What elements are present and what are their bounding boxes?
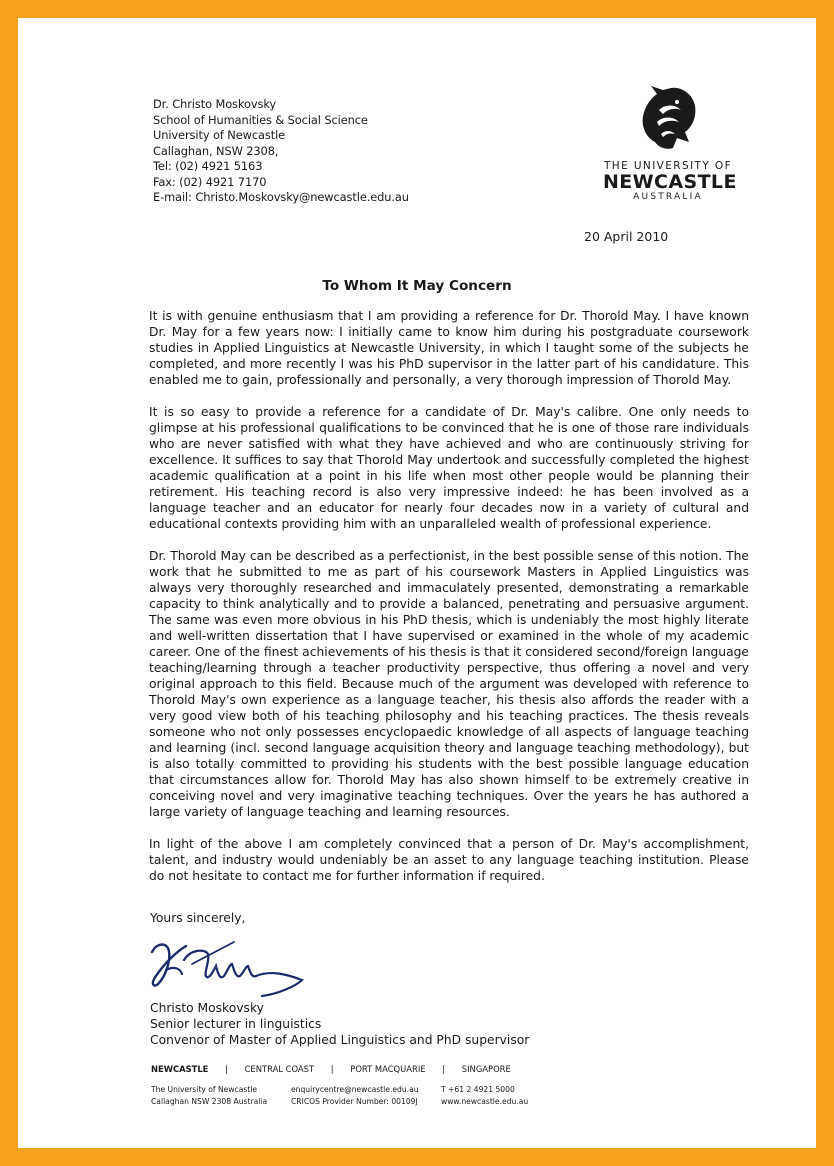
logo-line-australia: AUSTRALIA (633, 192, 703, 202)
footer-email: enquirycentre@newcastle.edu.au (291, 1085, 419, 1094)
footer-address-line-1: The University of Newcastle (151, 1085, 258, 1094)
footer-campus-newcastle: NEWCASTLE (151, 1064, 209, 1074)
closing-salutation: Yours sincerely, (150, 911, 246, 925)
university-logo (603, 84, 737, 202)
signer-name: Christo Moskovsky (150, 1001, 264, 1015)
footer-phone-column (441, 1084, 528, 1108)
footer-address-line-2: Callaghan NSW 2308 Australia (151, 1097, 268, 1106)
body-paragraph-3: Dr. Thorold May can be described as a perfectionist, in the best possible sense of this notion. The work that he submitted to me as part of his coursework Masters in Applied Linguistics was always very thoroughly researched and immaculately presented, demonstrating a remarkable capacity to think analytically and to provide a balanced, penetrating and persuasive argument. The same was even more obvious in his PhD thesis, which is undeniably the most highly literate and well-written dissertation that I have supervised or examined in the whole of my academic career. One of the finest achievements of his thesis is that it considered second/foreign language teaching/learning through a teacher productivity perspective, thus offering a novel and very original approach to this field. Because much of the argument was developed with reference to Thorold May's own experience as a language teacher, his thesis also affords the reader with a very good view both of his teaching philosophy and his teaching practices. The thesis reveals someone who not only possesses encyclopaedic knowledge of all aspects of language teaching and learning (incl. second language acquisition theory and language teaching methodology), but is also totally committed to providing his students with the best possible language education that circumstances allow for. Thorold May has also shown himself to be extremely creative in conceiving novel and very imaginative teaching techniques. Over the years he has authored a large variety of language teaching and learning resources. (149, 549, 749, 819)
body-paragraph-2: It is so easy to provide a reference for a candidate of Dr. May's calibre. One only needs to glimpse at his professional qualifications to be convinced that he is one of those rare individuals who are never satisfied with what they have achieved and who are continuously striving for excellence. It suffices to say that Thorold May undertook and successfully completed the highest academic qualification at a point in his life when most other people would be planning their retirement. His teaching record is also very impressive indeed: he has been involved as a language teacher and an educator for nearly four decades now in a variety of cultural and educational contexts providing him with an unparalleled wealth of professional experience. (149, 405, 749, 531)
sender-name: Dr. Christo Moskovsky (153, 97, 277, 111)
handwritten-signature (146, 930, 326, 1000)
sender-address-block (153, 97, 409, 206)
footer-website: www.newcastle.edu.au (441, 1097, 529, 1106)
footer-cricos: CRICOS Provider Number: 00109J (291, 1097, 418, 1106)
sender-email: E-mail: Christo.Moskovsky@newcastle.edu.au (153, 190, 409, 204)
sender-fax: Fax: (02) 4921 7170 (153, 174, 267, 189)
sender-university: University of Newcastle (153, 128, 286, 142)
body-paragraph-4: In light of the above I am completely convinced that a person of Dr. May's accomplishment, talent, and industry would undeniably be an asset to any language teaching institution. Please do not hesitate to contact me for further information if required. (149, 837, 749, 883)
letter-page (18, 18, 816, 1148)
body-paragraph-1: It is with genuine enthusiasm that I am providing a reference for Dr. Thorold May. I have known Dr. May for a few years now: I initially came to know him during his postgraduate coursework studies in Applied Linguistics at Newcastle University, in which I taught some of the subjects he completed, and more recently I was his PhD supervisor in the latter part of his candidature. This enabled me to gain, professionally and personally, a very thorough impression of Thorold May. (149, 309, 749, 387)
logo-line-newcastle: NEWCASTLE (603, 171, 737, 193)
signer-block (150, 1000, 529, 1048)
signer-title: Senior lecturer in linguistics (150, 1017, 322, 1031)
footer-campuses (151, 1064, 511, 1074)
letter-body (149, 308, 749, 900)
footer-phone: T +61 2 4921 5000 (441, 1085, 515, 1094)
footer-campus-port-macquarie: PORT MACQUARIE (350, 1064, 426, 1074)
sender-address: Callaghan, NSW 2308, (153, 143, 279, 158)
footer-separator: | (225, 1064, 228, 1074)
letter-heading: To Whom It May Concern (322, 278, 512, 294)
logo-line-the-university-of: THE UNIVERSITY OF (603, 160, 733, 172)
sender-school: School of Humanities & Social Science (153, 112, 368, 127)
footer-separator: | (330, 1064, 334, 1074)
sender-tel: Tel: (02) 4921 5163 (153, 159, 263, 173)
footer-campus-singapore: SINGAPORE (461, 1064, 511, 1074)
footer-address-column (151, 1084, 267, 1108)
footer-email-column (291, 1084, 419, 1108)
footer-separator: | (442, 1064, 446, 1074)
horse-head-logo-icon (637, 84, 699, 156)
signer-role: Convenor of Master of Applied Linguistics and PhD supervisor (150, 1033, 530, 1047)
letter-date: 20 April 2010 (584, 229, 669, 244)
footer-campus-central-coast: CENTRAL COAST (244, 1064, 315, 1074)
